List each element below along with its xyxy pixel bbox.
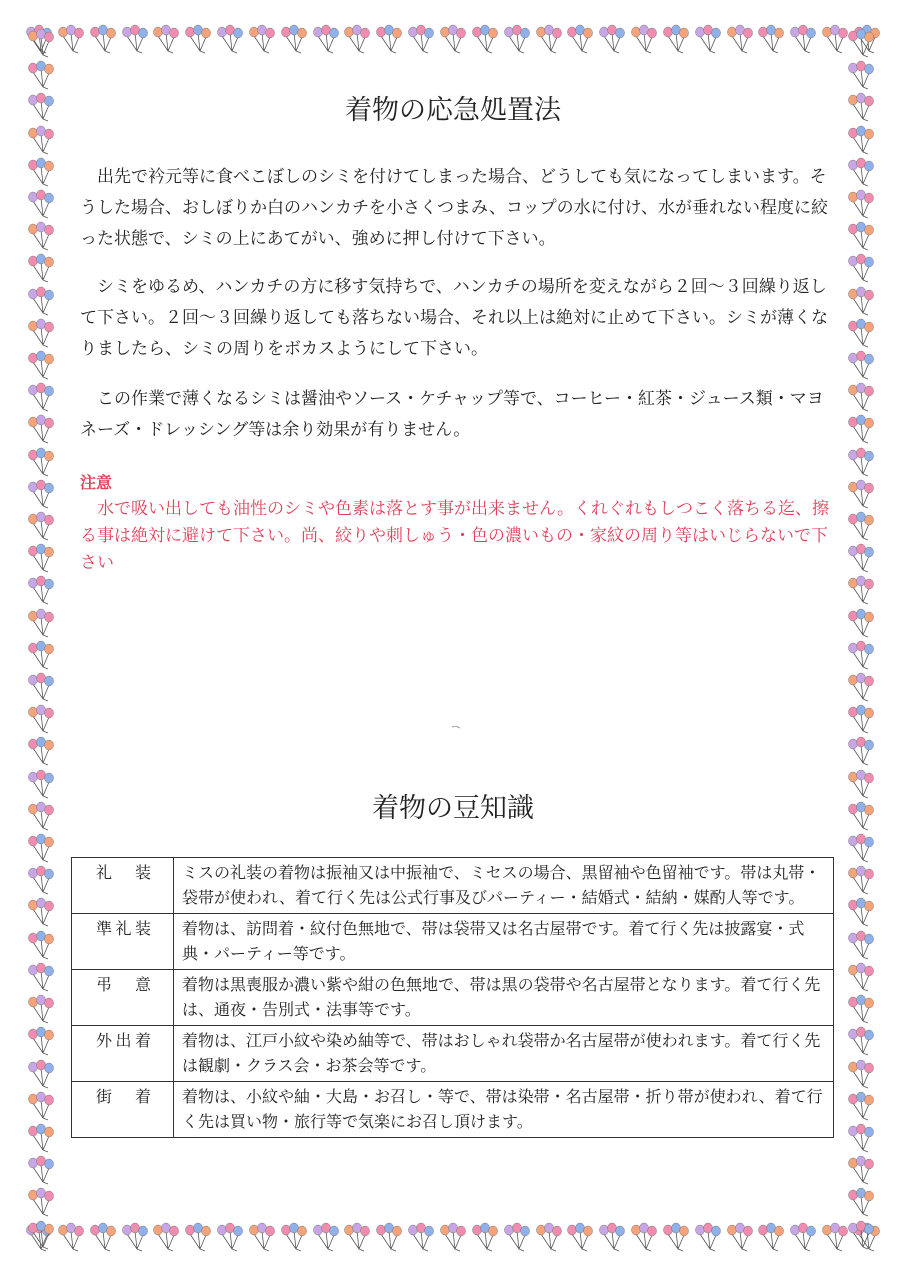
balloon-cluster-icon [846, 60, 876, 90]
balloon-cluster-icon [279, 1222, 309, 1252]
row-label: 礼装 [72, 858, 174, 914]
balloon-cluster-icon [26, 382, 56, 412]
balloon-cluster-icon [846, 221, 876, 251]
balloon-cluster-icon [26, 157, 56, 187]
balloon-cluster-icon [26, 575, 56, 605]
balloon-cluster-icon [26, 189, 56, 219]
balloon-cluster-icon [629, 24, 659, 54]
balloon-cluster-icon [88, 1222, 118, 1252]
balloon-cluster-icon [846, 253, 876, 283]
balloon-cluster-icon [502, 24, 532, 54]
balloon-cluster-icon [247, 24, 277, 54]
balloon-cluster-icon [26, 672, 56, 702]
balloon-cluster-icon [565, 24, 595, 54]
balloon-cluster-icon [846, 640, 876, 670]
balloon-cluster-icon [311, 1222, 341, 1252]
balloon-cluster-icon [26, 511, 56, 541]
balloon-cluster-icon [26, 28, 56, 58]
balloon-cluster-icon [26, 930, 56, 960]
balloon-cluster-icon [26, 543, 56, 573]
balloon-cluster-icon [374, 24, 404, 54]
balloon-cluster-icon [26, 1091, 56, 1121]
balloon-cluster-icon [846, 382, 876, 412]
balloon-cluster-icon [788, 1222, 818, 1252]
balloon-cluster-icon [26, 414, 56, 444]
balloon-cluster-icon [846, 318, 876, 348]
balloon-cluster-icon [56, 1222, 86, 1252]
balloon-cluster-icon [151, 24, 181, 54]
balloon-cluster-icon [26, 865, 56, 895]
balloon-cluster-icon [26, 447, 56, 477]
row-label: 街着 [72, 1082, 174, 1138]
balloon-cluster-icon [534, 1222, 564, 1252]
balloon-cluster-icon [26, 60, 56, 90]
balloon-cluster-icon [26, 253, 56, 283]
balloon-cluster-icon [846, 704, 876, 734]
balloon-cluster-icon [502, 1222, 532, 1252]
balloon-cluster-icon [846, 28, 876, 58]
balloon-cluster-icon [342, 24, 372, 54]
paragraph-3: この作業で薄くなるシミは醤油やソース・ケチャップ等で、コーヒー・紅茶・ジュース類・マヨネーズ・ドレッシング等は余り効果が有りません。 [80, 389, 824, 440]
balloon-cluster-icon [597, 24, 627, 54]
balloon-cluster-icon [26, 994, 56, 1024]
row-text: 着物は黒喪服か濃い紫や紺の色無地で、帯は黒の袋帯や名古屋帯となります。着て行く先は、通夜・告別式・法事等です。 [174, 970, 834, 1026]
table-row [72, 858, 834, 914]
balloon-cluster-icon [406, 1222, 436, 1252]
balloon-cluster-icon [120, 24, 150, 54]
balloon-cluster-icon [846, 125, 876, 155]
row-text: ミスの礼装の着物は振袖又は中振袖で、ミセスの場合、黒留袖や色留袖です。帯は丸帯・袋帯が使われ、着て行く先は公式行事及びパーティー・結婚式・結納・媒酌人等です。 [174, 858, 834, 914]
balloon-cluster-icon [26, 1155, 56, 1185]
balloon-cluster-icon [846, 157, 876, 187]
paragraph-1: 出先で衿元等に食べこぼしのシミを付けてしまった場合、どうしても気になってしまいます。そうした場合、おしぼりか白のハンカチを小さくつまみ、コップの水に付け、水が垂れない程度に絞った状態で、シミの上にあてがい、強めに押し付けて下さい。 [80, 167, 828, 249]
balloon-cluster-icon [26, 350, 56, 380]
balloon-cluster-icon [56, 24, 86, 54]
balloon-cluster-icon [26, 1059, 56, 1089]
balloon-cluster-icon [846, 672, 876, 702]
section1-title: 着物の応急処置法 [345, 95, 561, 126]
balloon-cluster-icon [788, 24, 818, 54]
balloon-cluster-icon [26, 1187, 56, 1217]
row-text: 着物は、江戸小紋や染め紬等で、帯はおしゃれ袋帯か名古屋帯が使われます。着て行く先は観劇・クラス会・お茶会等です。 [174, 1026, 834, 1082]
balloon-cluster-icon [846, 736, 876, 766]
section2-title: 着物の豆知識 [372, 793, 534, 824]
balloon-cluster-icon [26, 704, 56, 734]
balloon-cluster-icon [846, 447, 876, 477]
balloon-border-left [26, 28, 60, 1250]
balloon-cluster-icon [26, 318, 56, 348]
balloon-cluster-icon [215, 24, 245, 54]
table-row [72, 1082, 834, 1138]
paragraph-2: シミをゆるめ、ハンカチの方に移す気持ちで、ハンカチの場所を変えながら２回～３回繰り返して下さい。２回～３回繰り返しても落ちない場合、それ以上は絶対に止めて下さい。シミが薄くなりましたら、シミの周りをボカスようにして下さい。 [80, 277, 828, 359]
balloon-cluster-icon [846, 897, 876, 927]
balloon-cluster-icon [725, 1222, 755, 1252]
balloon-cluster-icon [406, 24, 436, 54]
balloon-cluster-icon [846, 1155, 876, 1185]
balloon-cluster-icon [26, 608, 56, 638]
balloon-cluster-icon [693, 24, 723, 54]
balloon-cluster-icon [661, 1222, 691, 1252]
balloon-cluster-icon [26, 1026, 56, 1056]
balloon-cluster-icon [846, 930, 876, 960]
balloon-cluster-icon [846, 1059, 876, 1089]
balloon-cluster-icon [26, 736, 56, 766]
balloon-cluster-icon [846, 350, 876, 380]
balloon-cluster-icon [846, 543, 876, 573]
balloon-cluster-icon [846, 1026, 876, 1056]
balloon-cluster-icon [26, 897, 56, 927]
scan-speck [452, 726, 460, 729]
row-label: 弔意 [72, 970, 174, 1026]
balloon-cluster-icon [846, 994, 876, 1024]
balloon-cluster-icon [88, 24, 118, 54]
balloon-cluster-icon [438, 1222, 468, 1252]
balloon-cluster-icon [725, 24, 755, 54]
balloon-cluster-icon [756, 1222, 786, 1252]
caution-heading: 注意 [80, 473, 113, 492]
balloon-cluster-icon [661, 24, 691, 54]
balloon-cluster-icon [183, 24, 213, 54]
balloon-cluster-icon [846, 1091, 876, 1121]
row-label: 準礼装 [72, 914, 174, 970]
balloon-cluster-icon [26, 640, 56, 670]
balloon-cluster-icon [247, 1222, 277, 1252]
balloon-cluster-icon [279, 24, 309, 54]
caution-text: 水で吸い出しても油性のシミや色素は落とす事が出来ません。くれぐれもしつこく落ちる迄、擦る事は絶対に避けて下さい。尚、絞りや刺しゅう・色の濃いもの・家紋の周り等はいじらないで下さい [80, 499, 830, 573]
balloon-cluster-icon [26, 221, 56, 251]
balloon-cluster-icon [846, 286, 876, 316]
balloon-cluster-icon [342, 1222, 372, 1252]
balloon-cluster-icon [846, 833, 876, 863]
balloon-cluster-icon [846, 962, 876, 992]
table-row [72, 914, 834, 970]
balloon-cluster-icon [756, 24, 786, 54]
balloon-cluster-icon [26, 125, 56, 155]
balloon-cluster-icon [26, 286, 56, 316]
balloon-cluster-icon [846, 575, 876, 605]
row-text: 着物は、訪問着・紋付色無地で、帯は袋帯又は名古屋帯です。着て行く先は披露宴・式典・パーティー等です。 [174, 914, 834, 970]
balloon-cluster-icon [311, 24, 341, 54]
balloon-cluster-icon [846, 479, 876, 509]
balloon-cluster-icon [846, 608, 876, 638]
balloon-cluster-icon [26, 962, 56, 992]
balloon-cluster-icon [846, 865, 876, 895]
balloon-border-top [24, 24, 882, 58]
balloon-cluster-icon [534, 24, 564, 54]
balloon-cluster-icon [438, 24, 468, 54]
balloon-cluster-icon [183, 1222, 213, 1252]
balloon-cluster-icon [215, 1222, 245, 1252]
balloon-border-right [846, 28, 880, 1250]
balloon-cluster-icon [26, 1123, 56, 1153]
balloon-cluster-icon [693, 1222, 723, 1252]
balloon-cluster-icon [846, 189, 876, 219]
balloon-cluster-icon [26, 833, 56, 863]
balloon-cluster-icon [26, 1220, 56, 1250]
balloon-cluster-icon [151, 1222, 181, 1252]
table-row [72, 970, 834, 1026]
balloon-cluster-icon [846, 1187, 876, 1217]
balloon-cluster-icon [120, 1222, 150, 1252]
row-text: 着物は、小紋や紬・大島・お召し・等で、帯は染帯・名古屋帯・折り帯が使われ、着て行く先は買い物・旅行等で気楽にお召し頂けます。 [174, 1082, 834, 1138]
balloon-cluster-icon [846, 1123, 876, 1153]
balloon-cluster-icon [470, 1222, 500, 1252]
kimono-knowledge-table [71, 857, 834, 1138]
balloon-cluster-icon [26, 479, 56, 509]
row-label: 外出着 [72, 1026, 174, 1082]
balloon-cluster-icon [597, 1222, 627, 1252]
table-row [72, 1026, 834, 1082]
balloon-border-bottom [24, 1222, 882, 1256]
balloon-cluster-icon [846, 414, 876, 444]
balloon-cluster-icon [470, 24, 500, 54]
balloon-cluster-icon [846, 1220, 876, 1250]
balloon-cluster-icon [374, 1222, 404, 1252]
balloon-cluster-icon [846, 511, 876, 541]
balloon-cluster-icon [565, 1222, 595, 1252]
balloon-cluster-icon [629, 1222, 659, 1252]
